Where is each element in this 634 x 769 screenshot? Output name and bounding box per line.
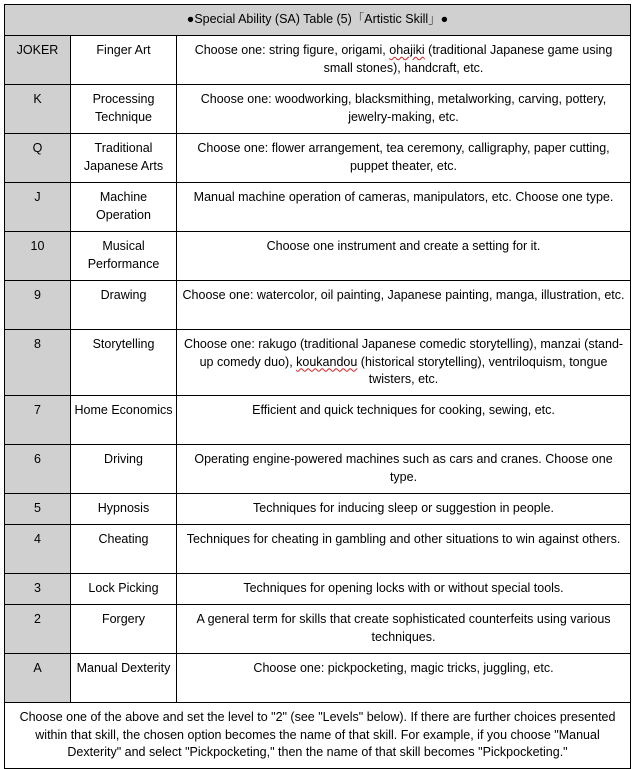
skill-description-cell: Choose one: woodworking, blacksmithing, metalworking, carving, pottery, jewelry-making, etc. xyxy=(177,85,631,134)
description-text: (traditional Japanese game using small stones), handcraft, etc. xyxy=(323,43,613,75)
description-text: Choose one: rakugo (traditional Japanese comedic storytelling), manzai (stand-up comedy duo), xyxy=(183,337,624,369)
table-row xyxy=(5,85,631,134)
spellcheck-flagged-word: koukandou xyxy=(296,354,358,369)
skill-name-cell: Lock Picking xyxy=(71,574,177,605)
description-text: Choose one: string figure, origami, xyxy=(194,43,390,57)
skill-name-cell: Hypnosis xyxy=(71,494,177,525)
skill-description-cell: Choose one: flower arrangement, tea ceremony, calligraphy, paper cutting, puppet theater, etc. xyxy=(177,134,631,183)
skill-description-cell: A general term for skills that create sophisticated counterfeits using various techniques. xyxy=(177,605,631,654)
card-cell: 6 xyxy=(5,445,71,494)
table-footer-row xyxy=(5,703,631,769)
card-cell: A xyxy=(5,654,71,703)
table-row xyxy=(5,232,631,281)
table-footer-note: Choose one of the above and set the level to "2" (see "Levels" below). If there are further choices presented within that skill, the chosen option becomes the name of that skill. For example, if you choose "Manual Dexterity" and select "Pickpocketing," then the name of that skill becomes "Pickpocketing." xyxy=(5,703,631,769)
skill-name-cell: Home Economics xyxy=(71,396,177,445)
special-ability-table xyxy=(4,4,631,769)
skill-description-cell: Manual machine operation of cameras, manipulators, etc. Choose one type. xyxy=(177,183,631,232)
skill-description-cell: Efficient and quick techniques for cooking, sewing, etc. xyxy=(177,396,631,445)
skill-name-cell: Forgery xyxy=(71,605,177,654)
table-row xyxy=(5,445,631,494)
table-row xyxy=(5,574,631,605)
skill-description-cell xyxy=(177,330,631,396)
card-cell: K xyxy=(5,85,71,134)
card-cell: 8 xyxy=(5,330,71,396)
table-row xyxy=(5,36,631,85)
skill-name-cell: Manual Dexterity xyxy=(71,654,177,703)
card-cell: 3 xyxy=(5,574,71,605)
table-row xyxy=(5,494,631,525)
skill-name-cell: Machine Operation xyxy=(71,183,177,232)
card-cell: 9 xyxy=(5,281,71,330)
card-cell: 4 xyxy=(5,525,71,574)
card-cell: 2 xyxy=(5,605,71,654)
skill-description-cell: Techniques for inducing sleep or suggestion in people. xyxy=(177,494,631,525)
skill-description-cell: Techniques for opening locks with or without special tools. xyxy=(177,574,631,605)
table-row xyxy=(5,605,631,654)
card-cell: Q xyxy=(5,134,71,183)
skill-name-cell: Musical Performance xyxy=(71,232,177,281)
skill-name-cell: Cheating xyxy=(71,525,177,574)
skill-description-cell: Choose one: watercolor, oil painting, Japanese painting, manga, illustration, etc. xyxy=(177,281,631,330)
table-row xyxy=(5,281,631,330)
skill-description-cell: Techniques for cheating in gambling and other situations to win against others. xyxy=(177,525,631,574)
card-cell: 5 xyxy=(5,494,71,525)
table-row xyxy=(5,330,631,396)
card-cell: J xyxy=(5,183,71,232)
skill-name-cell: Storytelling xyxy=(71,330,177,396)
card-cell: 10 xyxy=(5,232,71,281)
skill-description-cell: Choose one instrument and create a setting for it. xyxy=(177,232,631,281)
skill-name-cell: Traditional Japanese Arts xyxy=(71,134,177,183)
description-text: (historical storytelling), ventriloquism, tongue twisters, etc. xyxy=(357,354,608,386)
skill-name-cell: Drawing xyxy=(71,281,177,330)
table-row xyxy=(5,525,631,574)
spellcheck-flagged-word: ohajiki xyxy=(389,43,425,57)
skill-name-cell: Finger Art xyxy=(71,36,177,85)
table-title-row xyxy=(5,5,631,36)
card-cell: JOKER xyxy=(5,36,71,85)
table-title: ●Special Ability (SA) Table (5)「Artistic Skill」● xyxy=(5,5,631,36)
skill-description-cell: Choose one: pickpocketing, magic tricks, juggling, etc. xyxy=(177,654,631,703)
skill-name-cell: Driving xyxy=(71,445,177,494)
skill-name-cell: Processing Technique xyxy=(71,85,177,134)
table-row xyxy=(5,183,631,232)
table-row xyxy=(5,396,631,445)
skill-description-cell: Operating engine-powered machines such as cars and cranes. Choose one type. xyxy=(177,445,631,494)
table-row xyxy=(5,134,631,183)
card-cell: 7 xyxy=(5,396,71,445)
skill-description-cell xyxy=(177,36,631,85)
table-row xyxy=(5,654,631,703)
